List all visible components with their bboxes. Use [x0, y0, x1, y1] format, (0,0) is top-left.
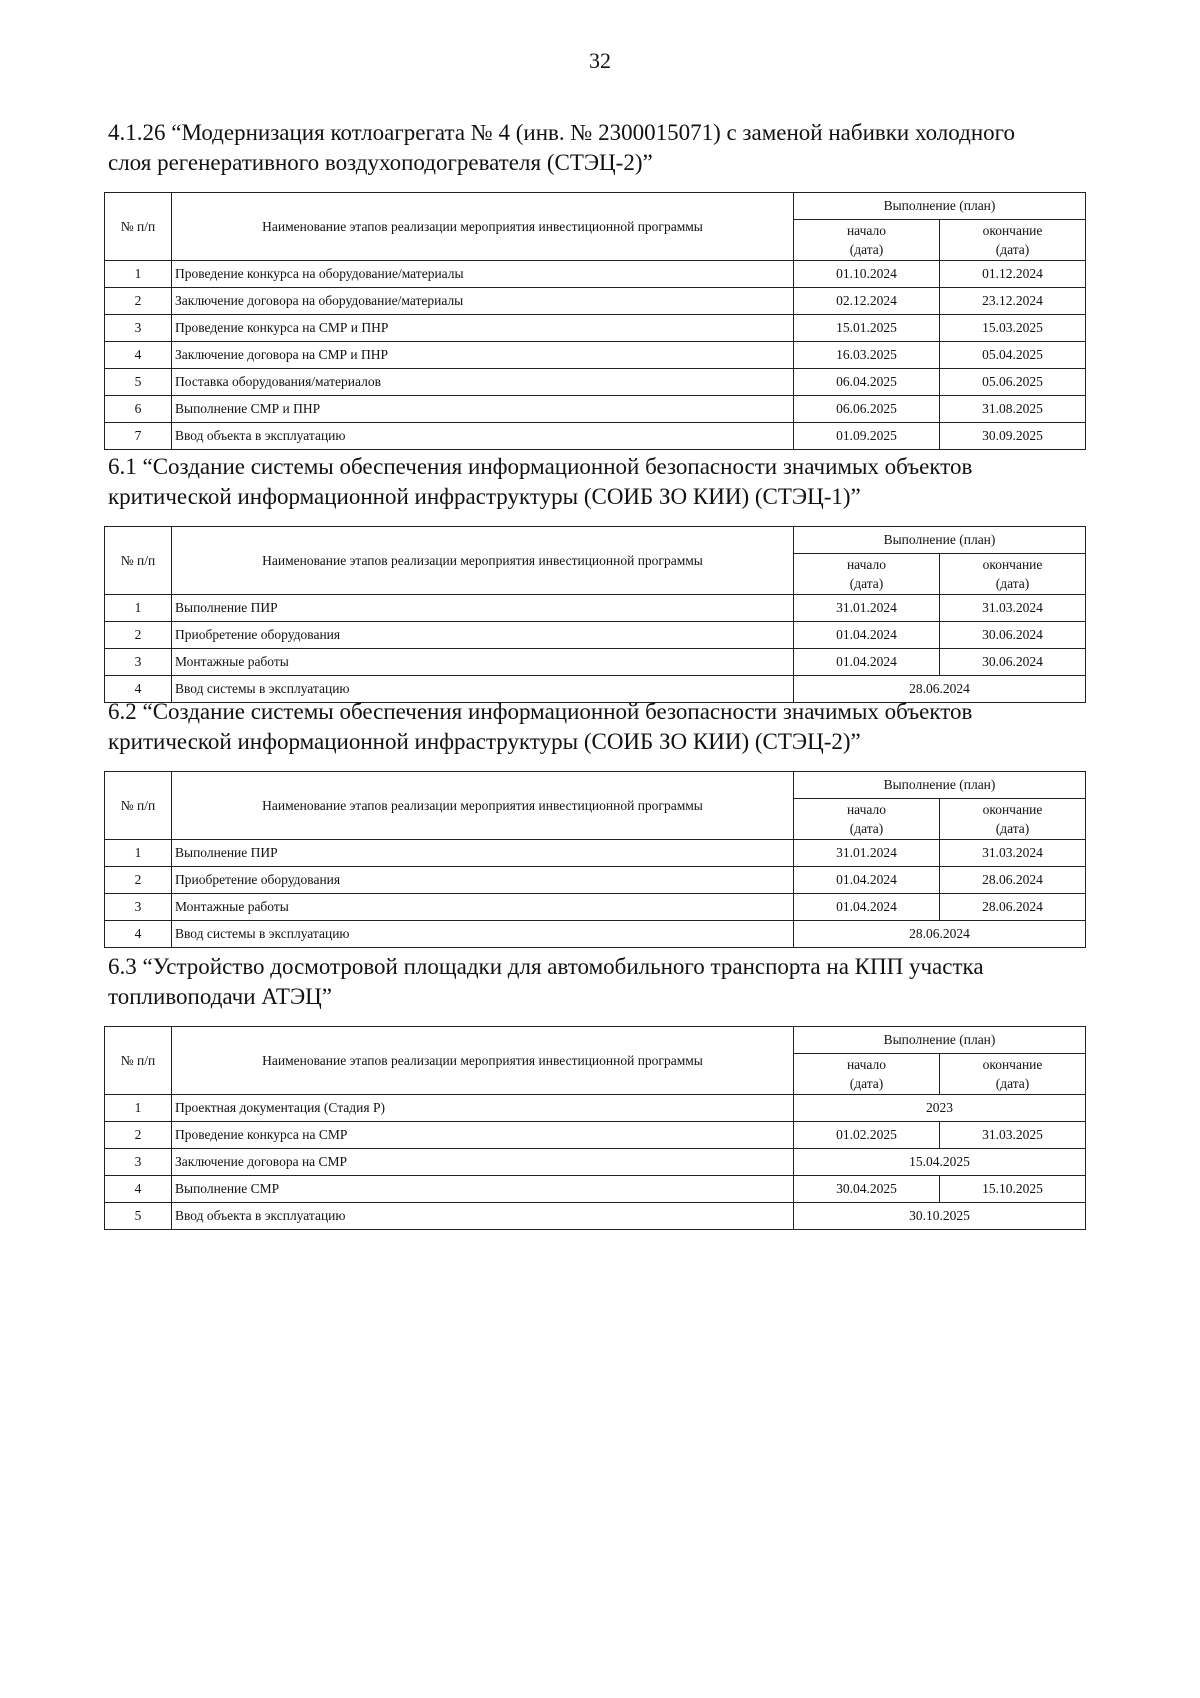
row-num: 3 — [105, 649, 172, 676]
row-num: 5 — [105, 369, 172, 396]
section-title-line-2: критической информационной инфраструктуры (СОИБ ЗО КИИ) (СТЭЦ-1)” — [108, 484, 861, 509]
table-row — [105, 396, 1086, 423]
header-start-unit: (дата) — [849, 576, 884, 591]
table-row — [105, 840, 1086, 867]
header-start-unit: (дата) — [849, 821, 884, 836]
section-title-line-1: 4.1.26 “Модернизация котлоагрегата № 4 (инв. № 2300015071) с заменой набивки холодного — [108, 120, 1015, 145]
header-end — [940, 799, 1086, 840]
row-num: 5 — [105, 1203, 172, 1230]
row-start-date: 01.02.2025 — [794, 1122, 940, 1149]
schedule-table — [104, 192, 1086, 450]
row-num: 1 — [105, 595, 172, 622]
section-title-line-1: 6.3 “Устройство досмотровой площадки для автомобильного транспорта на КПП участка — [108, 954, 984, 979]
row-num: 3 — [105, 1149, 172, 1176]
row-stage-name: Ввод объекта в эксплуатацию — [172, 1203, 794, 1230]
section-title — [108, 452, 1104, 512]
row-end-date: 23.12.2024 — [940, 288, 1086, 315]
row-stage-name: Выполнение ПИР — [172, 840, 794, 867]
row-start-date: 30.04.2025 — [794, 1176, 940, 1203]
header-start-label: начало — [846, 223, 887, 238]
row-num: 2 — [105, 622, 172, 649]
row-stage-name: Проведение конкурса на СМР — [172, 1122, 794, 1149]
row-end-date: 31.03.2024 — [940, 840, 1086, 867]
row-stage-name: Заключение договора на оборудование/материалы — [172, 288, 794, 315]
row-end-date: 28.06.2024 — [940, 894, 1086, 921]
header-end — [940, 1054, 1086, 1095]
row-end-date: 15.03.2025 — [940, 315, 1086, 342]
section-title — [108, 697, 1104, 757]
row-end-date: 15.10.2025 — [940, 1176, 1086, 1203]
row-num: 1 — [105, 261, 172, 288]
row-start-date: 02.12.2024 — [794, 288, 940, 315]
row-start-date: 01.09.2025 — [794, 423, 940, 450]
header-end-unit: (дата) — [995, 1076, 1030, 1091]
table-row — [105, 649, 1086, 676]
row-start-date: 15.01.2025 — [794, 315, 940, 342]
row-stage-name: Приобретение оборудования — [172, 867, 794, 894]
row-num: 4 — [105, 342, 172, 369]
header-end-label: окончание — [982, 223, 1043, 238]
row-stage-name: Заключение договора на СМР — [172, 1149, 794, 1176]
row-end-date: 30.09.2025 — [940, 423, 1086, 450]
row-merged-date: 15.04.2025 — [794, 1149, 1086, 1176]
header-end — [940, 554, 1086, 595]
table-row — [105, 867, 1086, 894]
row-start-date: 01.10.2024 — [794, 261, 940, 288]
table-row — [105, 921, 1086, 948]
row-num: 6 — [105, 396, 172, 423]
page-number: 32 — [589, 48, 611, 73]
row-num: 3 — [105, 894, 172, 921]
section-title-line-2: критической информационной инфраструктуры (СОИБ ЗО КИИ) (СТЭЦ-2)” — [108, 729, 861, 754]
schedule-table — [104, 771, 1086, 948]
section-title-line-2: топливоподачи АТЭЦ” — [108, 984, 332, 1009]
header-exec: Выполнение (план) — [794, 527, 1086, 554]
section-title — [108, 952, 1104, 1012]
header-start — [794, 220, 940, 261]
header-row — [105, 772, 1086, 799]
row-end-date: 30.06.2024 — [940, 649, 1086, 676]
section-4-1-26 — [104, 118, 1104, 450]
header-start-unit: (дата) — [849, 242, 884, 257]
header-name: Наименование этапов реализации мероприятия инвестиционной программы — [172, 772, 794, 840]
row-stage-name: Выполнение ПИР — [172, 595, 794, 622]
row-end-date: 31.08.2025 — [940, 396, 1086, 423]
row-stage-name: Выполнение СМР и ПНР — [172, 396, 794, 423]
row-num: 1 — [105, 1095, 172, 1122]
header-end-unit: (дата) — [995, 576, 1030, 591]
header-name: Наименование этапов реализации мероприятия инвестиционной программы — [172, 527, 794, 595]
row-stage-name: Ввод объекта в эксплуатацию — [172, 423, 794, 450]
row-num: 4 — [105, 1176, 172, 1203]
header-name: Наименование этапов реализации мероприятия инвестиционной программы — [172, 1027, 794, 1095]
schedule-table — [104, 1026, 1086, 1230]
row-end-date: 31.03.2024 — [940, 595, 1086, 622]
table-row — [105, 288, 1086, 315]
row-stage-name: Монтажные работы — [172, 894, 794, 921]
table-row — [105, 1203, 1086, 1230]
header-num: № п/п — [105, 1027, 172, 1095]
row-start-date: 01.04.2024 — [794, 649, 940, 676]
row-stage-name: Монтажные работы — [172, 649, 794, 676]
row-num: 2 — [105, 1122, 172, 1149]
header-row — [105, 1027, 1086, 1054]
section-title — [108, 118, 1104, 178]
row-num: 3 — [105, 315, 172, 342]
table-row — [105, 342, 1086, 369]
row-num: 2 — [105, 288, 172, 315]
header-name: Наименование этапов реализации мероприятия инвестиционной программы — [172, 193, 794, 261]
row-stage-name: Выполнение СМР — [172, 1176, 794, 1203]
section-6-3 — [104, 952, 1104, 1230]
section-6-1 — [104, 452, 1104, 703]
header-start — [794, 1054, 940, 1095]
row-start-date: 06.06.2025 — [794, 396, 940, 423]
header-end-label: окончание — [982, 1057, 1043, 1072]
table-row — [105, 261, 1086, 288]
row-end-date: 01.12.2024 — [940, 261, 1086, 288]
header-start-label: начало — [846, 1057, 887, 1072]
table-row — [105, 369, 1086, 396]
row-num: 4 — [105, 676, 172, 703]
table-row — [105, 622, 1086, 649]
row-stage-name: Поставка оборудования/материалов — [172, 369, 794, 396]
row-num: 1 — [105, 840, 172, 867]
row-start-date: 31.01.2024 — [794, 840, 940, 867]
section-title-line-1: 6.1 “Создание системы обеспечения информационной безопасности значимых объектов — [108, 454, 973, 479]
row-stage-name: Заключение договора на СМР и ПНР — [172, 342, 794, 369]
header-end-label: окончание — [982, 557, 1043, 572]
table-row — [105, 315, 1086, 342]
row-stage-name: Ввод системы в эксплуатацию — [172, 676, 794, 703]
row-start-date: 01.04.2024 — [794, 622, 940, 649]
row-num: 4 — [105, 921, 172, 948]
header-end-label: окончание — [982, 802, 1043, 817]
row-start-date: 01.04.2024 — [794, 894, 940, 921]
row-end-date: 05.06.2025 — [940, 369, 1086, 396]
row-stage-name: Проектная документация (Стадия Р) — [172, 1095, 794, 1122]
header-start — [794, 799, 940, 840]
row-start-date: 01.04.2024 — [794, 867, 940, 894]
header-num: № п/п — [105, 527, 172, 595]
header-row — [105, 527, 1086, 554]
header-num: № п/п — [105, 772, 172, 840]
row-merged-date: 2023 — [794, 1095, 1086, 1122]
row-stage-name: Ввод системы в эксплуатацию — [172, 921, 794, 948]
section-title-line-1: 6.2 “Создание системы обеспечения информационной безопасности значимых объектов — [108, 699, 973, 724]
table-row — [105, 595, 1086, 622]
table-row — [105, 1095, 1086, 1122]
section-title-line-2: слоя регенеративного воздухоподогревателя (СТЭЦ-2)” — [108, 150, 653, 175]
header-end — [940, 220, 1086, 261]
row-end-date: 31.03.2025 — [940, 1122, 1086, 1149]
row-end-date: 30.06.2024 — [940, 622, 1086, 649]
table-row — [105, 423, 1086, 450]
table-row — [105, 1176, 1086, 1203]
row-start-date: 31.01.2024 — [794, 595, 940, 622]
table-row — [105, 1149, 1086, 1176]
row-num: 7 — [105, 423, 172, 450]
header-end-unit: (дата) — [995, 821, 1030, 836]
row-stage-name: Проведение конкурса на СМР и ПНР — [172, 315, 794, 342]
header-num: № п/п — [105, 193, 172, 261]
schedule-table — [104, 526, 1086, 703]
row-stage-name: Приобретение оборудования — [172, 622, 794, 649]
row-merged-date: 28.06.2024 — [794, 676, 1086, 703]
header-row — [105, 193, 1086, 220]
header-end-unit: (дата) — [995, 242, 1030, 257]
row-merged-date: 30.10.2025 — [794, 1203, 1086, 1230]
table-row — [105, 894, 1086, 921]
table-row — [105, 1122, 1086, 1149]
row-start-date: 06.04.2025 — [794, 369, 940, 396]
row-merged-date: 28.06.2024 — [794, 921, 1086, 948]
row-stage-name: Проведение конкурса на оборудование/материалы — [172, 261, 794, 288]
row-end-date: 05.04.2025 — [940, 342, 1086, 369]
row-end-date: 28.06.2024 — [940, 867, 1086, 894]
row-num: 2 — [105, 867, 172, 894]
row-start-date: 16.03.2025 — [794, 342, 940, 369]
header-exec: Выполнение (план) — [794, 1027, 1086, 1054]
header-exec: Выполнение (план) — [794, 193, 1086, 220]
section-6-2 — [104, 697, 1104, 948]
header-exec: Выполнение (план) — [794, 772, 1086, 799]
header-start-unit: (дата) — [849, 1076, 884, 1091]
header-start-label: начало — [846, 802, 887, 817]
header-start-label: начало — [846, 557, 887, 572]
header-start — [794, 554, 940, 595]
